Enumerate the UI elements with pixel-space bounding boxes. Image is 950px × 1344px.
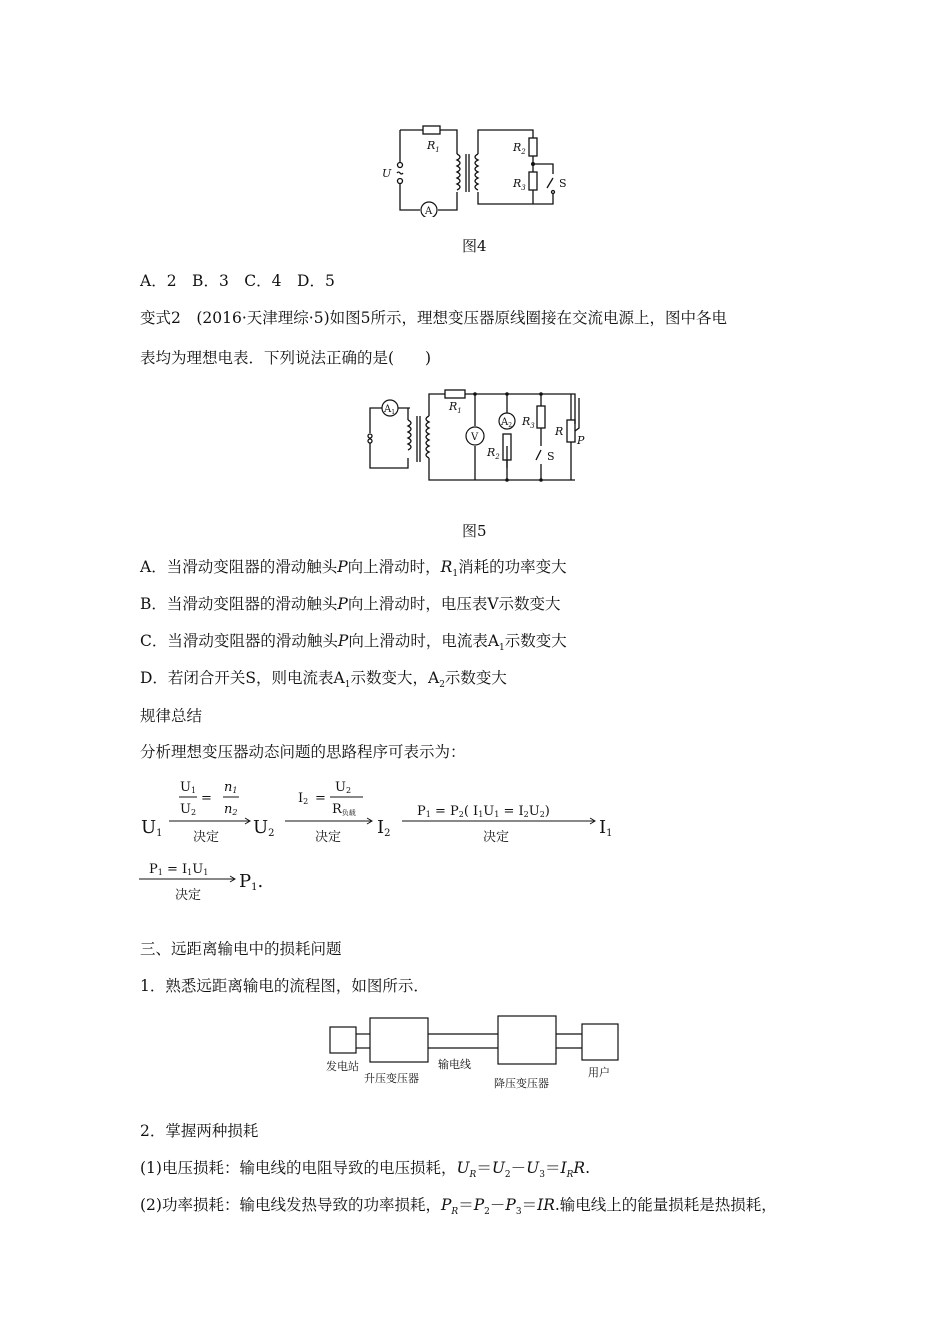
- svg-text:V: V: [471, 432, 479, 443]
- loss-power: (2)功率损耗：输电线发热导致的功率损耗，$P_R=P_2-P_3=IR$.输电线上的能量损耗是热损耗，: [140, 1196, 777, 1218]
- svg-text:降压变压器: 降压变压器: [494, 1077, 549, 1090]
- svg-text:=: =: [315, 791, 326, 806]
- summary-intro: 分析理想变压器动态问题的思路程序可表示为：: [140, 743, 466, 761]
- transmission-diagram: [322, 1014, 627, 1094]
- summary-title: 规律总结: [140, 707, 203, 725]
- question-options: A．2 B．3 C．4 D．5: [140, 272, 335, 290]
- svg-text:R1: $R_1$: [449, 400, 462, 415]
- svg-text:R2: $R_2$: [487, 446, 500, 461]
- svg-text:I1: I1: [599, 817, 613, 839]
- svg-text:P1 = I1U1: P1 = I1U1: [149, 862, 209, 877]
- svg-text:P1 = P2( I1U1 = I2U2): P1 = P2( I1U1 = I2U2): [417, 804, 550, 819]
- svg-text:输电线: 输电线: [438, 1058, 471, 1071]
- svg-text:发电站: 发电站: [326, 1060, 359, 1073]
- svg-text:I2: I2: [377, 817, 391, 839]
- svg-text:决定: 决定: [315, 830, 342, 845]
- svg-text:I2: I2: [298, 791, 309, 806]
- svg-text:决定: 决定: [483, 830, 510, 845]
- variant2-line2: 表均为理想电表．下列说法正确的是( ): [140, 349, 432, 367]
- svg-text:U: U: [382, 167, 392, 180]
- svg-text:U2: U2: [253, 817, 275, 839]
- svg-text:R: R: [555, 425, 564, 438]
- figure-4-caption: 图4: [462, 237, 487, 255]
- svg-text:U2: U2: [335, 780, 352, 795]
- figure-5-circuit: [365, 388, 590, 488]
- svg-text:S: S: [547, 450, 555, 463]
- svg-text:R2: $R_2$: [513, 141, 526, 156]
- svg-text:A2: $A_2$: [501, 417, 513, 429]
- option-a: A．当滑动变阻器的滑动触头P向上滑动时，$R_1$消耗的功率变大: [140, 558, 567, 580]
- flow-chain: [135, 775, 625, 905]
- svg-text:升压变压器: 升压变压器: [364, 1072, 419, 1085]
- option-c: C．当滑动变阻器的滑动触头P向上滑动时，电流表$A_1$示数变大: [140, 632, 567, 654]
- svg-text:P: P: [577, 434, 585, 447]
- figure-5-caption: 图5: [462, 522, 487, 540]
- svg-text:U1: U1: [180, 780, 197, 795]
- svg-text:R3: $R_3$: [522, 415, 535, 430]
- loss-voltage: (1)电压损耗：输电线的电阻导致的电压损耗，$U_R=U_2-U_3=I_RR$.: [140, 1159, 591, 1181]
- variant2-line1: 变式2 (2016·天津理综·5)如图5所示，理想变压器原线圈接在交流电源上，图中各电: [140, 309, 727, 327]
- svg-text:S: S: [559, 177, 567, 190]
- svg-text:U1: U1: [141, 817, 163, 839]
- svg-text:A1: $A_1$: [384, 404, 396, 416]
- section3-title: 三、远距离输电中的损耗问题: [140, 940, 342, 958]
- option-d: D．若闭合开关S，则电流表$A_1$示数变大，$A_2$示数变大: [140, 669, 507, 691]
- svg-text:P1.: P1.: [239, 871, 264, 893]
- ammeter-label: A: [425, 206, 433, 217]
- svg-text:U2: U2: [180, 802, 197, 817]
- svg-text:决定: 决定: [193, 830, 220, 845]
- svg-text:R负载: R负载: [332, 802, 356, 817]
- svg-text:n2: n2: [224, 802, 238, 817]
- item-1: 1．熟悉远距离输电的流程图，如图所示．: [140, 977, 429, 995]
- option-b: B．当滑动变阻器的滑动触头P向上滑动时，电压表V示数变大: [140, 595, 561, 613]
- svg-text:R3: $R_3$: [513, 177, 526, 192]
- svg-text:R1: $R_1$: [427, 139, 440, 154]
- svg-text:决定: 决定: [175, 888, 202, 903]
- svg-text:n1: n1: [224, 780, 238, 795]
- item-2: 2．掌握两种损耗: [140, 1122, 259, 1140]
- svg-text:用户: 用户: [588, 1066, 610, 1079]
- figure-4-circuit: [375, 122, 575, 217]
- svg-text:=: =: [201, 791, 212, 806]
